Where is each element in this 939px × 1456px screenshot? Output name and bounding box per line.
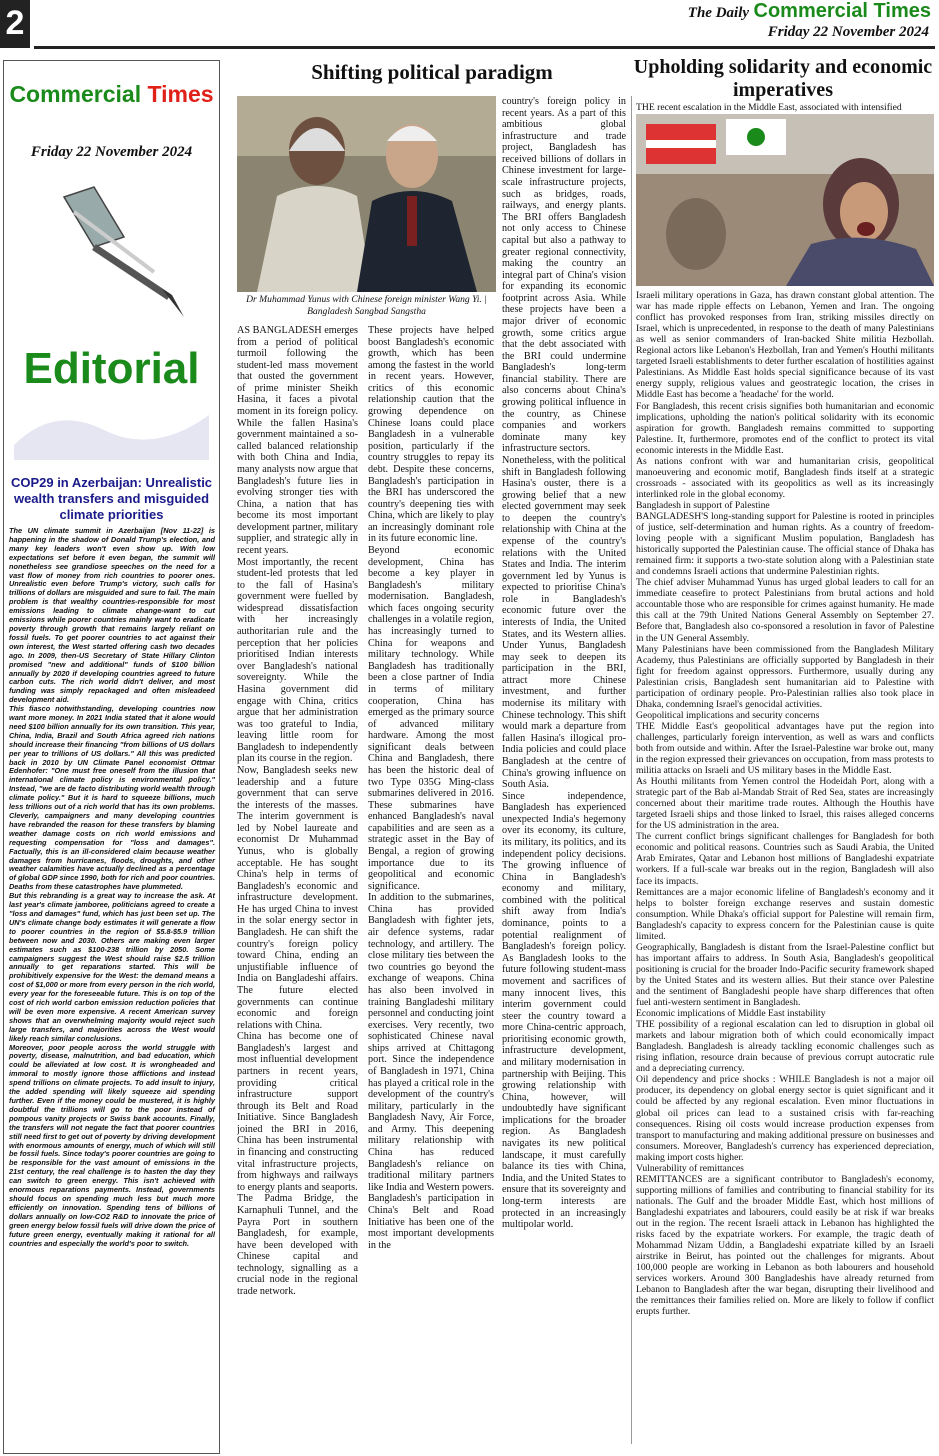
article1-paragraph: These projects have helped boost Bangladesh's economic growth, which has been among the fastest in the world in recent years. However, critics of this economic relationship caution that the growing dependence on Chinese loans could place Bangladesh in a vulnerable position, particularly if the country struggles to repay its debt. Despite these concerns, Bangladesh's participation in the BRI has underscored the country's deepening ties with China, which are likely to play an increasingly dominant role in its future economic line. [368, 325, 494, 545]
article1-paragraph: China has become one of Bangladesh's largest and most influential development partners in recent years, providing critical infrastructure support through its Belt and Road Initiative. Since Bangladesh joined the BRI in 2016, China has been instrumental in financing and constructing vital infrastructure projects, from highways and railways to energy plants and seaports. [237, 1031, 358, 1193]
masthead-the-daily: The Daily [687, 5, 750, 21]
article2-paragraph: Many Palestinians have been commissioned from the Bangladesh Military Academy, thus Palestinians are officially supported by Bangladesh in their fight for freedom against oppressors. Furthermore, usually during any Palestinian crisis, Bangladesh sent humanitarian aid to Palestine with participation of ordinary people. Pro-Palestinian rallies also took place in Dhaka, condemning Israel's genocidal activities. [636, 643, 934, 710]
article1-paragraph: Now, Bangladesh seeks new leadership and a future government that can serve the interests of the masses. The interim government is led by Nobel laureate and economist Dr Muhammad Yunus, who is globally acceptable. He has sought China's help in terms of Bangladesh's economic and infrastructure development. He has urged China to invest in the solar energy sector in Bangladesh. He can shift the country's foreign policy toward China, ending an unjustifiable influence of India on Bangladeshi affairs. The future elected governments can continue economic and foreign relations with China. [237, 764, 358, 1031]
masthead-brand [688, 0, 931, 23]
article2-subhead: Geopolitical implications and security concerns [636, 709, 820, 721]
fountain-pen-icon [34, 177, 194, 327]
editorial-paragraph: Moreover, poor people across the world struggle with poverty, disease, malnutrition, and bad education, which could be alleviated at low cost. It is wrongheaded and immoral to mostly ignore those afflictions and instead spend trillions on climate projects. To add insult to injury, the added spending will likely squeeze aid spending further. Even if the money could be mustered, it is highly doubtful the trillions will go to the poor instead of pompous vanity projects or Swiss bank accounts. Finally, the transfers will not negate the fact that poorer countries still need first to get out of poverty by driving development with enormous amounts of energy, much of which will still be fossil fuels. Since today's poorer countries are going to be responsible for the vast amount of emissions in the 21st century, the real challenge is to hasten the day they can switch to green energy. This isn't achieved with enormous reparations payments. Instead, governments should focus on spending much less but much more efficiently on innovation. Spending tens of billions of dollars annually on low-CO2 R&D to innovate the price of green energy below fossil fuels will drive down the price of future green energy, eventually making it rational for all countries and especially the world's poor to switch. [9, 1042, 215, 1248]
photo-yunus-wang-yi [237, 96, 496, 292]
sidebar-logo-commercial: Commercial [9, 81, 142, 107]
article2-paragraph: Oil dependency and price shocks : WHILE Bangladesh is not a major oil producer, its dependency on global energy sector is quiet significant and it could be affected by any regional escalation. Even minor fluctuations in global oil prices can lead to a sustained crisis with far-reaching consequences. Rising oil costs would increase production expenses from transport to manufacturing and making additional pressure on businesses and consumers. Moreover, Bangladesh's currency has experienced depreciation, making import costs higher. [636, 1074, 934, 1163]
article2-headline: Upholding solidarity and economic imperatives [633, 56, 933, 101]
article2-subhead: Vulnerability of remittances [636, 1162, 744, 1174]
article1-paragraph: The Padma Bridge, the Karnaphuli Tunnel, and the Payra Port in southern Bangladesh, for example, have been developed with Chinese capital and technology, signalling as a crucial node in the regional trade network. [237, 1193, 358, 1297]
article2-lead: THE recent escalation in the Middle East, associated with intensified [636, 102, 902, 113]
article1-paragraph: Since independence, Bangladesh has experienced unexpected India's hegemony over its economy, its culture, its military, its politics, and its independent policy decisions. The growing influence of China in Bangladesh's economy and military, combined with the political shift away from India's dominance, points to a potential realignment of Bangladesh's foreign policy. As Bangladesh looks to the future following student-mass movement and sacrifices of many innocent lives, this interim government could steer the country toward a more China-centric approach, prioritising economic growth, infrastructure development, and military modernisation in partnership with Beijing. This growing relationship with China, however, will undoubtedly have significant implications for the broader region. As Bangladesh navigates its new political landscape, it must carefully balance its ties with China, India, and the United States to ensure that its sovereignty and long-term interests are protected in an increasingly multipolar world. [502, 790, 626, 1231]
sidebar-logo-times: Times [147, 81, 214, 107]
editorial-body [4, 527, 219, 1248]
article1-column-1 [237, 325, 358, 1443]
editorial-title: COP29 in Azerbaijan: Unrealistic wealth transfers and misguided climate priorities [10, 475, 213, 522]
editorial-paragraph: But this rebranding is a great way to increase the ask. At last year's climate jamboree, politicians agreed to create a "loss and damages" fund, which has just been set up. The UN's climate change body estimates it will generate a flow to poorer countries in the region of $5.8-$5.9 trillion between now and 2030. Others are making even larger estimates such as $100-238 trillion by 2050. Some campaigners suggest the West should raise $2.5 trillion annually to get reparations started. This will be prohibitively expensive for the West: the demand means a cost of $1,000 or more from every person in the rich world, every year for the foreseeable future. This is on top of the cost of rich world carbon emission reduction policies that will be even more expensive. A recent American survey shows that an overwhelming majority would reject such large transfers, and majorities across the West would likely reach similar conclusions. [9, 891, 215, 1043]
wave-decoration [14, 400, 209, 460]
article2-paragraph: For Bangladesh, this recent crisis signifies both humanitarian and economic implications, upholding the nation's political solidarity with its economic aspiration for growth. Bangladesh remains committed to supporting Palestine. It, furthermore, promotes end of the conflict to protect its vital economic interests in the Middle East. [636, 400, 934, 456]
article1-paragraph: Most importantly, the recent student-led protests that led to the fall of Hasina's government were fuelled by widespread dissatisfaction with her increasingly authoritarian rule and the perception that her policies prioritised Indian interests over Bangladesh's national sovereignty. While the Hasina government did engage with China, critics argue that her administration was too grateful to India, leaving little room for Bangladesh to independently plan its course in the region. [237, 556, 358, 765]
article2-paragraph: BANGLADESH'S long-standing support for Palestine is rooted in principles of justice, self-determination and human rights. As a country of freedom-loving people with a significant Muslim population, Bangladesh has historically supported the Palestinian cause. The official stance of Dhaka has remained firm: it supports a two-state solution along with a Palestinian state and condemns Israeli actions that undermine Palestinian rights. [636, 510, 934, 578]
article2-paragraph: The current conflict brings significant challenges for Bangladesh for both economic and political reasons. Countries such as Saudi Arabia, the United Arab Emirates, Qatar and Lebanon host millions of Bangladeshi expatriate workers. If a full-scale war breaks out in the region, Bangladesh will also face its impacts. [636, 831, 934, 887]
article2-paragraph: As Houthi militants from Yemen control the Hodeidah Port, along with a strategic part of the Bab al-Mandab Strait of Red Sea, states are increasingly concerned about their maritime trade routes. Although the Houthis have targeted Israeli ships and those linked to Israel, this raises alleged concerns for the US administration in the area. [636, 776, 934, 832]
photo-protest-rally [636, 114, 934, 286]
article2-paragraph: THE possibility of a regional escalation can led to disruption in global oil markets and labour migration both of which could economically impact Bangladesh. Bangladesh is already tackling economic challenges such as rising inflation, resource drain because of previous corrupt autocratic rule and a depreciating currency. [636, 1019, 934, 1075]
article2-paragraph: As nations confront with war and humanitarian crisis, geopolitical manoeuvering and economic motif, Bangladesh finds itself at a strategic crossroads - associated with its geopolitics as well as its increasingly interlinked role in the global economy. [636, 455, 934, 500]
article1-paragraph: AS BANGLADESH emerges from a period of political turmoil following the student-led mass movement that ousted the government of prime minister Sheikh Hasina, it faces a pivotal moment in its foreign policy. While the fallen Hasina's government maintained a so-called balanced relationship with both China and India, many analysts now argue that Bangladesh's future lies in evolving stronger ties with China, a nation that has become its most important development partner, military supplier, and strategic ally in recent years. [237, 325, 358, 556]
editorial-paragraph: This fiasco notwithstanding, developing countries now want more money. In 2021 India stated that it alone would need $100 billion annually for its own transition. This year, China, India, Brazil and South Africa agreed rich nations should increase their financing "from billions of US dollars per year to trillions of US dollars." All this was predicted back in 2010 by UN Climate Panel economist Ottmar Edenhofer: "One must free oneself from the illusion that international climate policy is environmental policy." Instead, "we are de facto distributing world wealth through climate policy." But it is hard to squeeze billions, much less trillions out of a rich world that has its own problems. Cleverly, campaigners and many developing countries have rebranded the reason for these transfers by blaming weather damage costs on rich world emissions and requesting compensation for "loss and damages". Factually, this is an ill-considered claim because weather damages from hurricanes, floods, droughts, and other weather calamities have actually declined as a percentage of global GDP since 1990, both for rich and poor countries. Deaths from these catastrophes have plummeted. [9, 704, 215, 892]
photo-caption: Dr Muhammad Yunus with Chinese foreign minister Wang Yi. | Bangladesh Sangbad Sangstha [246, 294, 487, 317]
article1-paragraph: In addition to the submarines, China has provided Bangladesh with fighter jets, air defence systems, radar technology, and artillery. The close military ties between the two countries go beyond the exchange of weapons. China has also been involved in training Bangladeshi military personnel and conducting joint exercises. Very recently, two sophisticated Chinese naval ships arrived at Chittagong port. Since the independence of Bangladesh in 1971, China has played a critical role in the development of the country's military, particularly in the Bangladesh Navy, Air Force, and Army. This deepening military relationship with China has reduced Bangladesh's reliance on traditional military partners like India and Western powers. [368, 892, 494, 1193]
editorial-paragraph: The UN climate summit in Azerbaijan [Nov 11-22] is happening in the shadow of Donald Trump's election, and many key leaders won't even show up. With low expectations set before it even began, the summit will nonetheless see grandiose speeches on the need for a vast flow of money from rich countries to poorer ones. Unrealistic even before Trump's victory, such calls for trillions of dollars are misguided and sure to fail. The main problem is that wealthy countries-responsible for most emissions leading to climate change-want to cut emissions while poorer countries mainly want to eradicate poverty through growth that remains largely reliant on fossil fuels. To get poorer countries to act against their own interest, the West started offering cash two decades ago. In 2009, then-US Secretary of State Hillary Clinton promised "new and additional" funds of $100 billion annually by 2020 if developing countries agreed to future carbon cuts. The rich world didn't deliver, and most funding was simply repackaged and often misleadeed development aid. [9, 526, 215, 705]
article2-subhead: Bangladesh in support of Palestine [636, 499, 770, 511]
page-number: 2 [0, 0, 30, 48]
article2-paragraph: Remittances are a major economic lifeline of Bangladesh's economy and it helps to bolster foreign exchange reserves and sustain domestic consumption. While Dhaka's official support for Palestine will remain firm, Bangladesh's capacity to express concern for the Palestinian cause is quite limited. [636, 886, 934, 942]
article2-paragraph: Geographically, Bangladesh is distant from the Israel-Palestine conflict but has important affairs to address. In South Asia, Bangladesh's geopolitical positioning is crucial for the broader Indo-Pacific security framework shaped by the United States and its western allies. But their stance over Palestine and the sentiment of Bangladeshi people have sharp differences that often fuel anti-western sentiment in Bangladesh. [636, 941, 934, 1009]
article2-paragraph: THE Middle East's geopolitical advantages have put the region into challenges, particularly foreign intervention, as well as wars and conflicts both from outside and within. After the Israel-Palestine war broke out, many in the region expressed their grievances on occupation, from mass protests to militia attacks on Israeli and US military bases in the Middle East. [636, 720, 934, 777]
article2-column [636, 102, 934, 1444]
article2-subhead: Economic implications of Middle East instability [636, 1008, 826, 1020]
article1-paragraph: Beyond economic development, China has become a key player in Bangladesh's military modernisation. Bangladesh, which faces ongoing security challenges in a volatile region, has increasingly turned to China for weapons and military technology. While Bangladesh has traditionally been a close partner of India in terms of military cooperation, China has emerged as the primary source of advanced military hardware. Among the most significant deals between China and Bangladesh, there has been the historic deal of two Type 035G Ming-class submarines delivered in 2016. These submarines have enhanced Bangladesh's naval capabilities and are seen as a strategic asset in the Bay of Bengal, a region of growing importance due to its geopolitical and economic significance. [368, 544, 494, 892]
article2-paragraph: The chief adviser Muhammad Yunus has urged global leaders to call for an immediate ceasefire to protect Palestinians from brutal actions and hold accountable those who are responsible for crimes against humanity. He made this call at the 79th United Nations General Assembly on September 27. Before that, Bangladesh also co-sponsored a resolution in favor of Palestine in the UN General Assembly. [636, 577, 934, 644]
article1-column-2 [368, 325, 494, 1443]
article1-paragraph: Bangladesh's participation in China's Belt and Road Initiative has been one of the most important developments in the [368, 1193, 494, 1251]
sidebar-logo [4, 81, 219, 108]
article2-paragraph: Israeli military operations in Gaza, has drawn constant global attention. The war has made ripple effects on Lebanon, Yemen and Iran. The ongoing conflict has provoked responses from Iran, striking missiles directly on Israel, which is unprecedented, in response to the death of many Palestinians as well as senior commanders of Iran-backed Shite militia Hezbollah. Regional actors like Lebanon's Hezbollah, Iran and Yemen's Houthi militants targeted Israeli establishments to deter further escalation of hostilities against Palestinians. As Middle East holds special significance because of its vast energy supply, religious values and geostrategic location, the crises in Middle East has become a 'headache' for the world. [636, 290, 934, 401]
masthead-rule [34, 46, 935, 49]
editorial-sidebar [3, 60, 220, 1454]
masthead-commercial-times: Commercial Times [753, 0, 931, 22]
article2-paragraph: REMITTANCES are a significant contributor to Bangladesh's economy, supporting millions of families and contributing to financial stability for its nationals. The Gulf and the broader Middle East, which host millions of Bangladeshi expatriates and labourers, could easily be at risk if war breaks out in the region. The recent Israeli attack in Lebanon has highlighted the risks faced by the expatriate workers. For example, the tragic death of Mohammad Nizam Uddin, a Bangladeshi expatriate killed by an Israeli airstrike in Beirut, has pointed out the challenges for migrants. About 100,000 people are working in Lebanon as both labourers and household services workers. Around 300 Bangladeshis have already returned from Lebanon to Bangladesh after the war began, disrupting their livelihood and the remittances their families relied on. More are likely to follow if conflict erupts further. [636, 1173, 934, 1318]
section-heading: Editorial [23, 344, 200, 393]
masthead-date: Friday 22 November 2024 [767, 24, 929, 40]
article1-paragraph: country's foreign policy in recent years. As a part of this ambitious global infrastructure and trade project, Bangladesh has received billions of dollars in Chinese investment for large-scale infrastructure projects, such as bridges, roads, railways, and energy plants. The BRI offers Bangladesh not only access to Chinese capital but also a pathway to greater regional connectivity, making the country an integral part of China's vision for expanding its economic footprint across Asia. While these projects have been a major driver of economic growth, some critics argue that the debt associated with the BRI could undermine Bangladesh's long-term financial stability. There are also concerns about China's growing political influence in the country, as Chinese companies and workers dominate many key infrastructure sectors. [502, 96, 626, 455]
article1-column-3 [502, 96, 626, 1444]
article1-paragraph: Nonetheless, with the political shift in Bangladesh following Hasina's ouster, there is a growing belief that a new elected government may seek to deepen the country's relationship with China at the expense of the country's relations with the United States and India. The interim government led by Yunus is expected to prioritise China's role in Bangladesh's economic future over the interests of India, the United States, and its Western allies. Under Yunus, Bangladesh may seek to deepen its participation in the BRI, attract more Chinese investment, and further modernise its military with Chinese technology. This shift would mark a departure from fallen Hasina's illogical pro-India policies and could place Bangladesh at the centre of China's growing influence on South Asia. [502, 454, 626, 791]
article1-headline: Shifting political paradigm [311, 60, 553, 84]
sidebar-date: Friday 22 November 2024 [30, 144, 193, 160]
column-separator [631, 96, 632, 1444]
